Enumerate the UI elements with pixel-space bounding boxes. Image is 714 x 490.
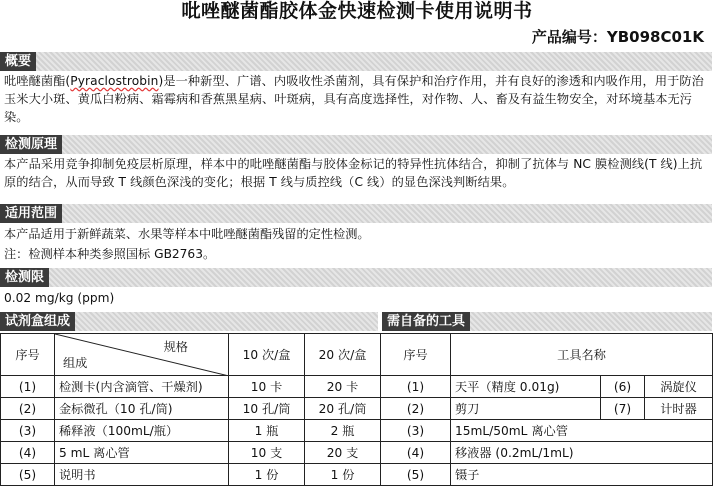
row-no: (2) — [1, 398, 55, 420]
overview-text — [4, 72, 708, 126]
kit-and-tools-table — [0, 333, 713, 486]
section-bar-principle — [0, 135, 712, 154]
row-box10: 10 卡 — [229, 376, 305, 398]
principle-text: 本产品采用竞争抑制免疫层析原理，样本中的吡唑醚菌酯与胶体金标记的特异性抗体结合，抑制了抗体与 NC 膜检测线(T 线)上抗原的结合，从而导致 T 线颜色深浅的变化；根据 T 线与质控线（C 线）的显色深浅判断结果。 — [4, 157, 703, 189]
row-no: (4) — [1, 442, 55, 464]
table-header-row — [1, 334, 713, 376]
section-heading-scope: 适用范围 — [0, 204, 62, 223]
row-tool-no: (3) — [381, 420, 451, 442]
table-row — [1, 420, 713, 442]
row-component: 检测卡(内含滴管、干燥剂) — [55, 376, 229, 398]
section-heading-overview: 概要 — [0, 52, 36, 71]
table-row — [1, 442, 713, 464]
section-heading-limit: 检测限 — [0, 268, 49, 287]
header-spec-composition — [55, 334, 229, 376]
table-row — [1, 464, 713, 486]
row-box10: 1 份 — [229, 464, 305, 486]
scope-note: 注：检测样本种类参照国标 GB2763。 — [4, 247, 216, 261]
row-box10: 10 支 — [229, 442, 305, 464]
row-no: (1) — [1, 376, 55, 398]
header-box20: 20 次/盒 — [305, 334, 381, 376]
row-no: (5) — [1, 464, 55, 486]
overview-text-after: )是一种新型、广谱、内吸收性杀菌剂，具有保护和治疗作用，并有良好的渗透和内吸作用，用于防治玉米大小斑、黄瓜白粉病、霜霉病和香蕉黑星病、叶斑病，具有高度选择性，对作物、人、畜及有益生物安全，对环境基本无污染。 — [4, 74, 704, 124]
row-tool: 镊子 — [451, 464, 713, 486]
row-component: 说明书 — [55, 464, 229, 486]
row-tool: 15mL/50mL 离心管 — [451, 420, 713, 442]
row-tool-no-2: (7) — [601, 398, 645, 420]
header-tool-name: 工具名称 — [451, 334, 713, 376]
row-tool: 移液器 (0.2mL/1mL) — [451, 442, 713, 464]
row-tool: 剪刀 — [451, 398, 601, 420]
row-tool-no: (2) — [381, 398, 451, 420]
header-tool-no: 序号 — [381, 334, 451, 376]
section-bar-tools — [382, 312, 712, 331]
section-bar-overview — [0, 52, 712, 71]
product-code: 产品编号：YB098C01K — [531, 28, 704, 46]
row-tool-no: (5) — [381, 464, 451, 486]
row-tool-2: 计时器 — [645, 398, 713, 420]
row-box20: 2 瓶 — [305, 420, 381, 442]
scope-line-1: 本产品适用于新鲜蔬菜、水果等样本中吡唑醚菌酯残留的定性检测。 — [4, 227, 370, 241]
section-bar-kit — [0, 312, 378, 331]
row-no: (3) — [1, 420, 55, 442]
row-tool: 天平（精度 0.01g) — [451, 376, 601, 398]
detection-limit-value: 0.02 mg/kg (ppm) — [4, 291, 115, 305]
pyraclostrobin-term: Pyraclostrobin — [70, 74, 159, 88]
row-box10: 1 瓶 — [229, 420, 305, 442]
header-composition: 组成 — [63, 356, 88, 370]
row-box20: 20 卡 — [305, 376, 381, 398]
row-component: 金标微孔（10 孔/筒) — [55, 398, 229, 420]
overview-text-before: 吡唑醚菌酯( — [4, 74, 71, 88]
header-box10: 10 次/盒 — [229, 334, 305, 376]
header-no: 序号 — [1, 334, 55, 376]
row-box20: 1 份 — [305, 464, 381, 486]
section-heading-tools: 需自备的工具 — [382, 312, 470, 331]
section-heading-principle: 检测原理 — [0, 135, 62, 154]
table-row — [1, 376, 713, 398]
row-tool-2: 涡旋仪 — [645, 376, 713, 398]
table-row — [1, 398, 713, 420]
row-box20: 20 支 — [305, 442, 381, 464]
section-bar-limit — [0, 268, 712, 287]
document-title: 吡唑醚菌酯胶体金快速检测卡使用说明书 — [181, 0, 533, 22]
section-bar-scope — [0, 204, 712, 223]
row-component: 稀释液（100mL/瓶） — [55, 420, 229, 442]
row-tool-no: (1) — [381, 376, 451, 398]
header-spec: 规格 — [163, 340, 188, 354]
row-box20: 20 孔/筒 — [305, 398, 381, 420]
section-heading-kit: 试剂盒组成 — [0, 312, 75, 331]
row-tool-no: (4) — [381, 442, 451, 464]
row-box10: 10 孔/筒 — [229, 398, 305, 420]
row-component: 5 mL 离心管 — [55, 442, 229, 464]
row-tool-no-2: (6) — [601, 376, 645, 398]
